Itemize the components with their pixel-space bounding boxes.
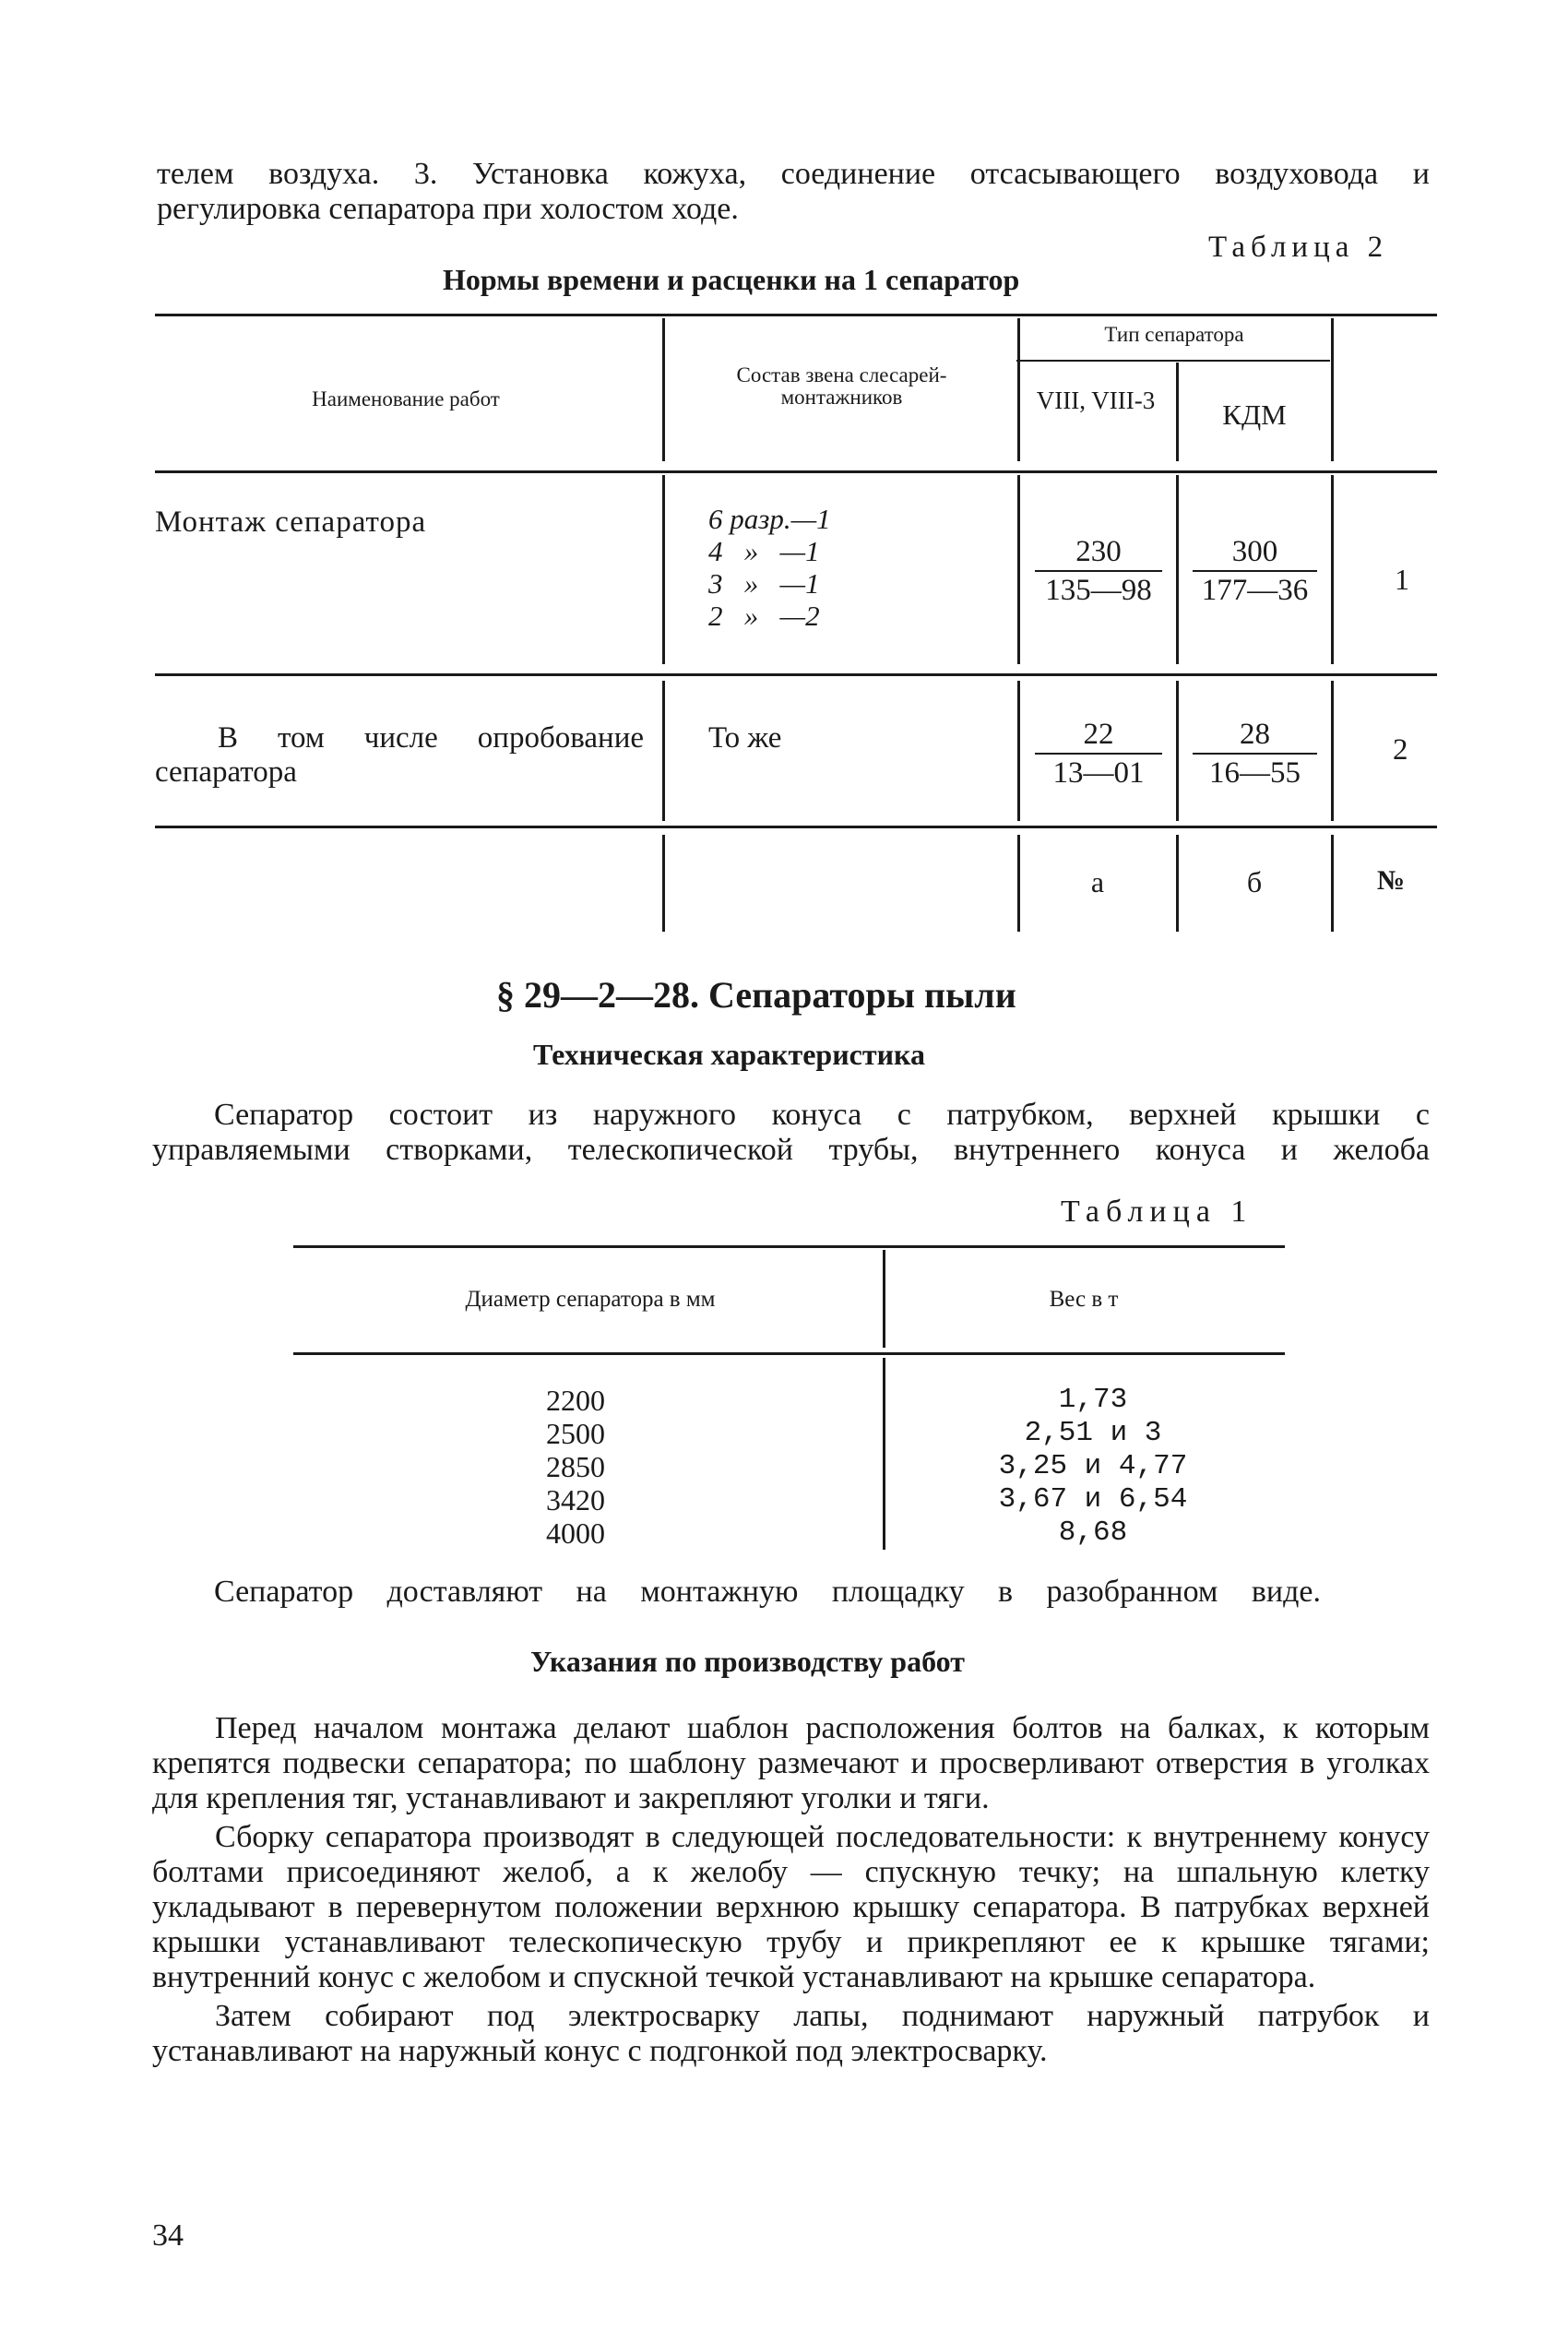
table2-vline-r2-3 xyxy=(1176,681,1179,821)
table2-vline-r1-1 xyxy=(662,475,665,664)
table1-weight: 1,73 xyxy=(1058,1384,1128,1416)
row2-name: В том числе опробование сепаратора xyxy=(155,721,644,789)
section-subtitle: Техническая характеристика xyxy=(533,1038,925,1071)
row2-rate-b xyxy=(1193,716,1317,791)
instructions-body xyxy=(152,1711,1430,2069)
table2-vline-f-2 xyxy=(1017,835,1020,932)
tech-line-1: Сепаратор состоит из наружного конуса с патрубком, верхней крышки с xyxy=(214,1098,1430,1132)
table1-weight: 3,25 и 4,77 xyxy=(998,1450,1188,1482)
table2-top-rule xyxy=(155,314,1437,316)
table1-diameter-col xyxy=(546,1384,605,1550)
footer-col-a: а xyxy=(1090,865,1105,898)
table1-top-rule xyxy=(293,1245,1285,1248)
footer-col-b: б xyxy=(1246,865,1263,898)
instructions-title: Указания по производству работ xyxy=(530,1645,965,1678)
intro-line-2: регулировка сепаратора при холостом ходе. xyxy=(157,192,739,226)
table1-diameter: 2200 xyxy=(546,1384,605,1417)
header-type-b: КДМ xyxy=(1222,398,1287,431)
instructions-paragraph-1: Перед началом монтажа делают шаблон расположения болтов на балках, к которым крепятся подвески сепаратора; по шаблону размечают и просверливают отверстия в уголках для крепления тяг, устанавливают и закрепляют уголки и тяги. xyxy=(152,1711,1430,1815)
table1-header-diameter: Диаметр сепаратора в мм xyxy=(465,1287,716,1312)
row1-time-b: 300 xyxy=(1231,535,1278,568)
header-crew: Состав звена слесарей-монтажников xyxy=(736,363,947,409)
row1-crew-line: 6 разр.—1 xyxy=(708,503,831,535)
row2-time-a: 22 xyxy=(1083,718,1114,751)
row1-time-a: 230 xyxy=(1075,535,1122,568)
table2-vline-4 xyxy=(1331,318,1334,461)
table1-header-divider xyxy=(883,1250,885,1348)
table2-vline-2 xyxy=(1017,318,1020,461)
table2-label: Таблица 2 xyxy=(1208,231,1389,264)
row2-price-a: 13—01 xyxy=(1035,753,1162,791)
table2-vline-f-3 xyxy=(1176,835,1179,932)
table2-row1-rule xyxy=(155,673,1437,676)
row2-rate-a xyxy=(1035,716,1162,791)
row1-number: 1 xyxy=(1395,563,1409,596)
row1-crew-line: 2 » —2 xyxy=(708,600,820,632)
table2-title: Нормы времени и расценки на 1 сепаратор xyxy=(443,263,1020,296)
table1-weight: 8,68 xyxy=(1058,1516,1128,1549)
row2-number: 2 xyxy=(1393,733,1408,767)
instructions-paragraph-3: Затем собирают под электросварку лапы, поднимают наружный патрубок и устанавливают на наружный конус с подгонкой под электросварку. xyxy=(152,1999,1430,2068)
table1-label: Таблица 1 xyxy=(1061,1195,1253,1229)
row2-crew: То же xyxy=(708,721,782,755)
row2-price-b: 16—55 xyxy=(1193,753,1317,791)
row2-time-b: 28 xyxy=(1240,718,1270,751)
page-number: 34 xyxy=(152,2218,184,2253)
row1-crew-line: 4 » —1 xyxy=(708,535,820,567)
table1-body-divider xyxy=(883,1358,885,1550)
footer-col-no: № xyxy=(1376,865,1406,896)
delivery-text: Сепаратор доставляют на монтажную площадку в разобранном виде. xyxy=(214,1575,1321,1609)
table1-weight-col xyxy=(978,1384,1208,1550)
table2-vline-r1-4 xyxy=(1331,475,1334,664)
row1-price-a: 135—98 xyxy=(1035,570,1162,609)
table2-vline-r1-2 xyxy=(1017,475,1020,664)
table2-vline-r2-4 xyxy=(1331,681,1334,821)
table1-header-rule xyxy=(293,1352,1285,1355)
table2-type-rule xyxy=(1016,360,1330,362)
instructions-paragraph-2: Сборку сепаратора производят в следующей последовательности: к внутреннему конусу болтами присоединяют желоб, а к желобу — спускную течку; на шпальную клетку укладывают в перевернутом положении верхнюю крышку сепаратора. В патрубках верхней крышки устанавливают телескопическую трубу и прикрепляют ее к крышке тягами; внутренний конус с желобом и спускной течкой устанавливают на крышке сепаратора. xyxy=(152,1820,1430,1994)
table1-diameter: 2850 xyxy=(546,1450,605,1483)
row1-rate-a xyxy=(1035,533,1162,609)
header-work-name: Наименование работ xyxy=(312,387,500,410)
table1-header-weight: Вес в т xyxy=(1049,1287,1119,1312)
intro-line-1: телем воздуха. 3. Установка кожуха, соединение отсасывающего воздуховода и xyxy=(157,157,1430,191)
table2-vline-f-1 xyxy=(662,835,665,932)
table2-vline-r2-2 xyxy=(1017,681,1020,821)
table2-vline-3 xyxy=(1176,363,1179,461)
table2-vline-f-4 xyxy=(1331,835,1334,932)
table1-weight: 3,67 и 6,54 xyxy=(998,1483,1188,1516)
table2-vline-1 xyxy=(662,318,665,461)
table1-diameter: 3420 xyxy=(546,1483,605,1516)
section-title: § 29—2—28. Сепараторы пыли xyxy=(496,974,1016,1016)
table2-vline-r2-1 xyxy=(662,681,665,821)
table1-weight: 2,51 и 3 xyxy=(1024,1417,1162,1449)
row1-name: Монтаж сепаратора xyxy=(155,505,427,539)
table1-diameter: 2500 xyxy=(546,1417,605,1450)
table2-header-rule xyxy=(155,470,1437,473)
header-type-a: VIII, VIII-3 xyxy=(1036,387,1156,414)
row1-price-b: 177—36 xyxy=(1193,570,1317,609)
row1-crew-line: 3 » —1 xyxy=(708,567,820,600)
table2-row2-rule xyxy=(155,826,1437,828)
table2-vline-r1-3 xyxy=(1176,475,1179,664)
row1-crew xyxy=(708,503,831,632)
tech-line-2: управляемыми створками, телескопической трубы, внутреннего конуса и желоба xyxy=(152,1133,1430,1167)
table1-diameter: 4000 xyxy=(546,1516,605,1550)
header-separator-type: Тип сепаратора xyxy=(1104,323,1244,346)
row1-rate-b xyxy=(1193,533,1317,609)
